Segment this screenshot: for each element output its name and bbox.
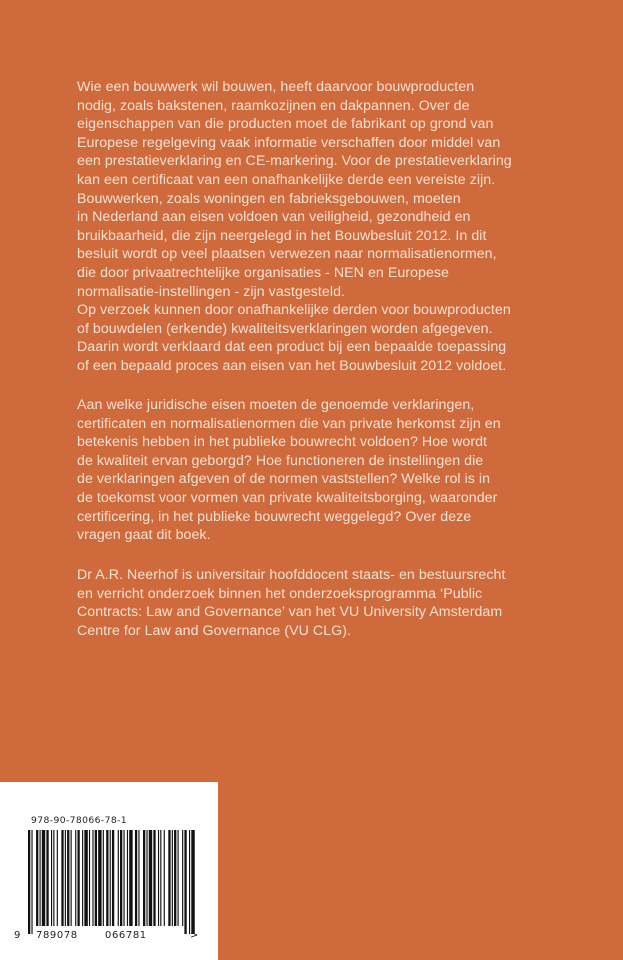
barcode-bar — [28, 830, 30, 934]
text-line: Centre for Law and Governance (VU CLG). — [77, 622, 351, 639]
barcode-icon — [24, 830, 196, 934]
barcode-bar — [46, 830, 48, 926]
barcode-bar — [168, 830, 170, 926]
barcode-bar — [123, 830, 124, 926]
barcode-bar — [129, 830, 132, 926]
barcode-bar — [51, 830, 52, 926]
text-line: eigenschappen van die producten moet de fabrikant op grond van — [77, 116, 494, 133]
barcode-bar — [149, 830, 152, 926]
barcode-bar — [127, 830, 128, 926]
text-line: Daarin wordt verklaard dat een product bij een bepaalde toepassing — [77, 339, 507, 356]
isbn-number: 978-90-78066-78-1 — [31, 815, 128, 826]
barcode-bar — [164, 830, 165, 926]
barcode-bar — [189, 830, 190, 934]
text-line: vragen gaat dit boek. — [77, 527, 211, 544]
barcode-bar — [106, 830, 108, 926]
barcode-bar — [153, 830, 155, 926]
barcode-bar — [158, 830, 159, 926]
text-line: Bouwwerken, zoals woningen en fabrieksgebouwen, moeten — [77, 190, 461, 207]
description-paragraph-2 — [77, 396, 577, 545]
barcode-bar — [36, 830, 38, 926]
barcode-bar — [31, 830, 32, 934]
barcode-bar — [92, 830, 93, 926]
barcode-bar — [184, 830, 186, 934]
barcode-bar — [75, 830, 76, 926]
author-bio — [77, 566, 577, 640]
barcode-bar — [77, 830, 79, 926]
barcode-bar — [110, 830, 111, 926]
barcode-bar — [182, 830, 183, 926]
text-line: de toekomst voor vormen van private kwaliteitsborging, waaronder — [77, 489, 498, 506]
barcode-bar — [160, 830, 161, 926]
barcode-bar — [118, 830, 119, 926]
barcode-bar — [84, 830, 87, 926]
barcode-panel — [0, 782, 218, 960]
barcode-bar — [146, 830, 147, 926]
text-line: en verricht onderzoek binnen het onderzoeksprogramma ‘Public — [77, 585, 483, 602]
barcode-bar — [53, 830, 54, 926]
text-line: Europese regelgeving vaak informatie verschaffen door middel van — [77, 134, 501, 151]
text-line: een prestatieverklaring en CE-markering. Voor de prestatieverklaring — [77, 153, 512, 170]
description-paragraph-1 — [77, 78, 577, 376]
barcode-bar — [57, 830, 58, 926]
barcode-bar — [112, 830, 114, 926]
text-line: kan een certificaat van een onafhankelijke derde een vereiste zijn. — [77, 171, 496, 188]
text-line: de kwaliteit ervan geborgd? Hoe functioneren de instellingen die — [77, 452, 484, 469]
barcode-bar — [61, 830, 63, 926]
text-line: die door privaatrechtelijke organisaties - NEN en Europese — [77, 264, 449, 281]
barcode-bar — [98, 830, 101, 926]
text-line: Wie een bouwwerk wil bouwen, heeft daarvoor bouwproducten — [77, 79, 475, 95]
isbn-digits-right: 066781 — [105, 930, 147, 941]
text-line: betekenis hebben in het publieke bouwrecht voldoen? Hoe wordt — [77, 434, 488, 451]
barcode-bar — [42, 830, 45, 926]
text-line: certificering, in het publieke bouwrecht weggelegd? Over deze — [77, 508, 472, 525]
barcode-bar — [95, 830, 97, 926]
barcode-bar — [71, 830, 72, 926]
barcode-bar — [178, 830, 179, 926]
barcode-bar — [65, 830, 66, 926]
text-line: Op verzoek kunnen door onafhankelijke derden voor bouwproducten — [77, 302, 511, 319]
barcode-bar — [172, 830, 173, 926]
barcode-bar — [138, 830, 139, 926]
text-line: normalisatie-instellingen - zijn vastgesteld. — [77, 283, 345, 300]
text-line: nodig, zoals bakstenen, raamkozijnen en dakpannen. Over de — [77, 97, 470, 114]
isbn-digits-left: 789078 — [36, 930, 78, 941]
isbn-digit-end: > — [190, 930, 199, 941]
text-line: certificaten en normalisatienormen die van private herkomst zijn en — [77, 415, 501, 432]
text-line: of bouwdelen (erkende) kwaliteitsverklaringen worden afgegeven. — [77, 320, 493, 337]
barcode-bar — [89, 830, 90, 926]
text-line: Dr A.R. Neerhof is universitair hoofddocent staats- en bestuursrecht — [77, 567, 506, 583]
text-line: in Nederland aan eisen voldoen van veiligheid, gezondheid en — [77, 209, 471, 226]
barcode-bar — [191, 830, 194, 934]
barcode-bar — [103, 830, 104, 926]
isbn-digit-first: 9 — [14, 930, 21, 941]
barcode-bar — [67, 830, 69, 926]
text-line: Contracts: Law and Governance’ van het VU University Amsterdam — [77, 604, 503, 621]
barcode-bar — [120, 830, 122, 926]
barcode-bar — [143, 830, 145, 926]
text-line: besluit wordt op veel plaatsen verwezen naar normalisatienormen, — [77, 246, 497, 263]
text-line: of een bepaald proces aan eisen van het Bouwbesluit 2012 voldoet. — [77, 357, 507, 374]
text-line: Aan welke juridische eisen moeten de genoemde verklaringen, — [77, 397, 475, 413]
text-line: de verklaringen afgeven of de normen vaststellen? Welke rol is in — [77, 471, 491, 488]
barcode-bar — [82, 830, 83, 926]
barcode-bar — [135, 830, 137, 926]
barcode-bar — [174, 830, 176, 926]
barcode-bar — [40, 830, 41, 926]
text-line: bruikbaarheid, die zijn neergelegd in het Bouwbesluit 2012. In dit — [77, 227, 487, 244]
